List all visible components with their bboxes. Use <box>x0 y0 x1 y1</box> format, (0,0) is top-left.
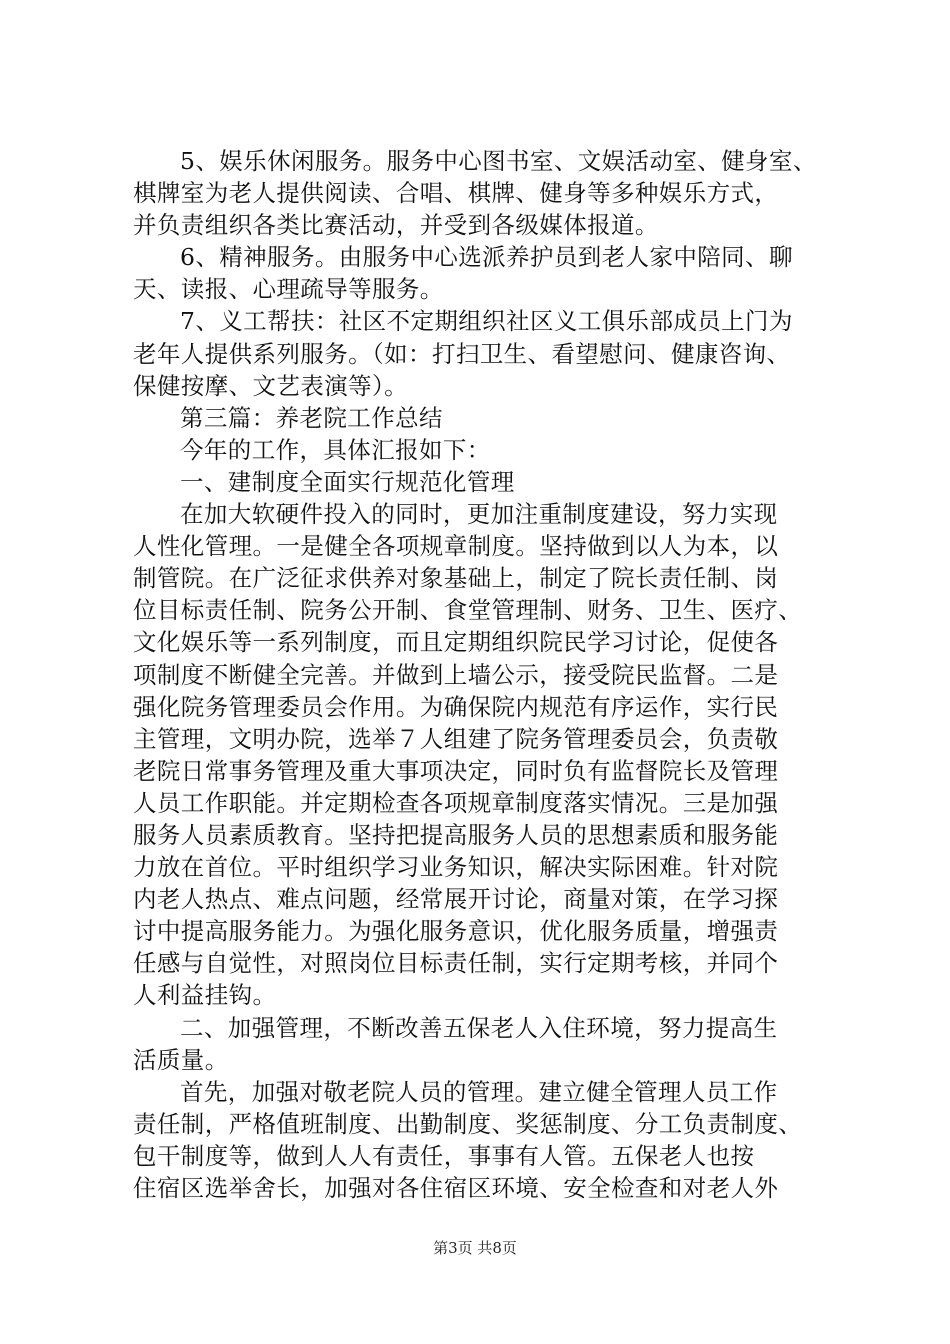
section-heading: 二、加强管理，不断改善五保老人入住环境，努力提高生 <box>180 1013 778 1042</box>
paragraph-line: 活质量。 <box>133 1045 229 1074</box>
paragraph-line: 项制度不断健全完善。并做到上墙公示，接受院民监督。二是 <box>133 660 779 689</box>
paragraph-line: 5、娱乐休闲服务。服务中心图书室、文娱活动室、健身室、 <box>180 147 817 175</box>
paragraph-line: 主管理，文明办院，选举７人组建了院务管理委员会，负责敬 <box>133 724 779 753</box>
paragraph-line: 老院日常事务管理及重大事项决定，同时负有监督院长及管理 <box>133 756 779 785</box>
paragraph-line: 7、义工帮扶：社区不定期组织社区义工俱乐部成员上门为 <box>180 307 793 336</box>
paragraph-line: 任感与自觉性，对照岗位目标责任制，实行定期考核，并同个 <box>133 949 779 978</box>
paragraph-line: 责任制，严格值班制度、出勤制度、奖惩制度、分工负责制度、 <box>133 1109 803 1138</box>
paragraph-line: 老年人提供系列服务。（如：打扫卫生、看望慰问、健康咨询、 <box>133 339 791 368</box>
page-number-footer: 第3页 共8页 <box>433 1239 517 1257</box>
paragraph-line: 棋牌室为老人提供阅读、合唱、棋牌、健身等多种娱乐方式， <box>133 179 779 208</box>
paragraph-line: 人性化管理。一是健全各项规章制度。坚持做到以人为本，以 <box>133 532 779 561</box>
paragraph-line: 住宿区选举舍长，加强对各住宿区环境、安全检查和对老人外 <box>133 1174 779 1202</box>
paragraph-line: 首先，加强对敬老院人员的管理。建立健全管理人员工作 <box>180 1077 778 1106</box>
paragraph-line: 包干制度等，做到人人有责任，事事有人管。五保老人也按 <box>133 1141 755 1170</box>
paragraph-line: 内老人热点、难点问题，经常展开讨论，商量对策，在学习探 <box>133 885 779 914</box>
paragraph-line: 讨中提高服务能力。为强化服务意识，优化服务质量，增强责 <box>133 917 779 946</box>
paragraph-line: 强化院务管理委员会作用。为确保院内规范有序运作，实行民 <box>133 692 779 721</box>
document-body <box>133 145 833 1204</box>
paragraph-line: 文化娱乐等一系列制度，而且定期组织院民学习讨论，促使各 <box>133 628 779 657</box>
paragraph-line: 天、读报、心理疏导等服务。 <box>133 275 444 304</box>
section-heading: 一、建制度全面实行规范化管理 <box>180 467 515 496</box>
paragraph-line: 服务人员素质教育。坚持把提高服务人员的思想素质和服务能 <box>133 820 779 849</box>
paragraph-line: 人利益挂钩。 <box>133 981 277 1010</box>
paragraph-line: 6、精神服务。由服务中心选派养护员到老人家中陪同、聊 <box>180 243 793 272</box>
paragraph-line: 并负责组织各类比赛活动，并受到各级媒体报道。 <box>133 211 659 240</box>
paragraph-line: 今年的工作，具体汇报如下： <box>180 435 491 464</box>
paragraph-line: 在加大软硬件投入的同时，更加注重制度建设，努力实现 <box>180 500 778 529</box>
paragraph-line: 保健按摩、文艺表演等）。 <box>133 371 409 400</box>
section-title: 第三篇：养老院工作总结 <box>180 403 443 432</box>
paragraph-line: 制管院。在广泛征求供养对象基础上，制定了院长责任制、岗 <box>133 564 779 593</box>
paragraph-line: 力放在首位。平时组织学习业务知识，解决实际困难。针对院 <box>133 853 779 882</box>
paragraph-line: 位目标责任制、院务公开制、食堂管理制、财务、卫生、医疗、 <box>133 596 803 625</box>
paragraph-line: 人员工作职能。并定期检查各项规章制度落实情况。三是加强 <box>133 788 779 817</box>
